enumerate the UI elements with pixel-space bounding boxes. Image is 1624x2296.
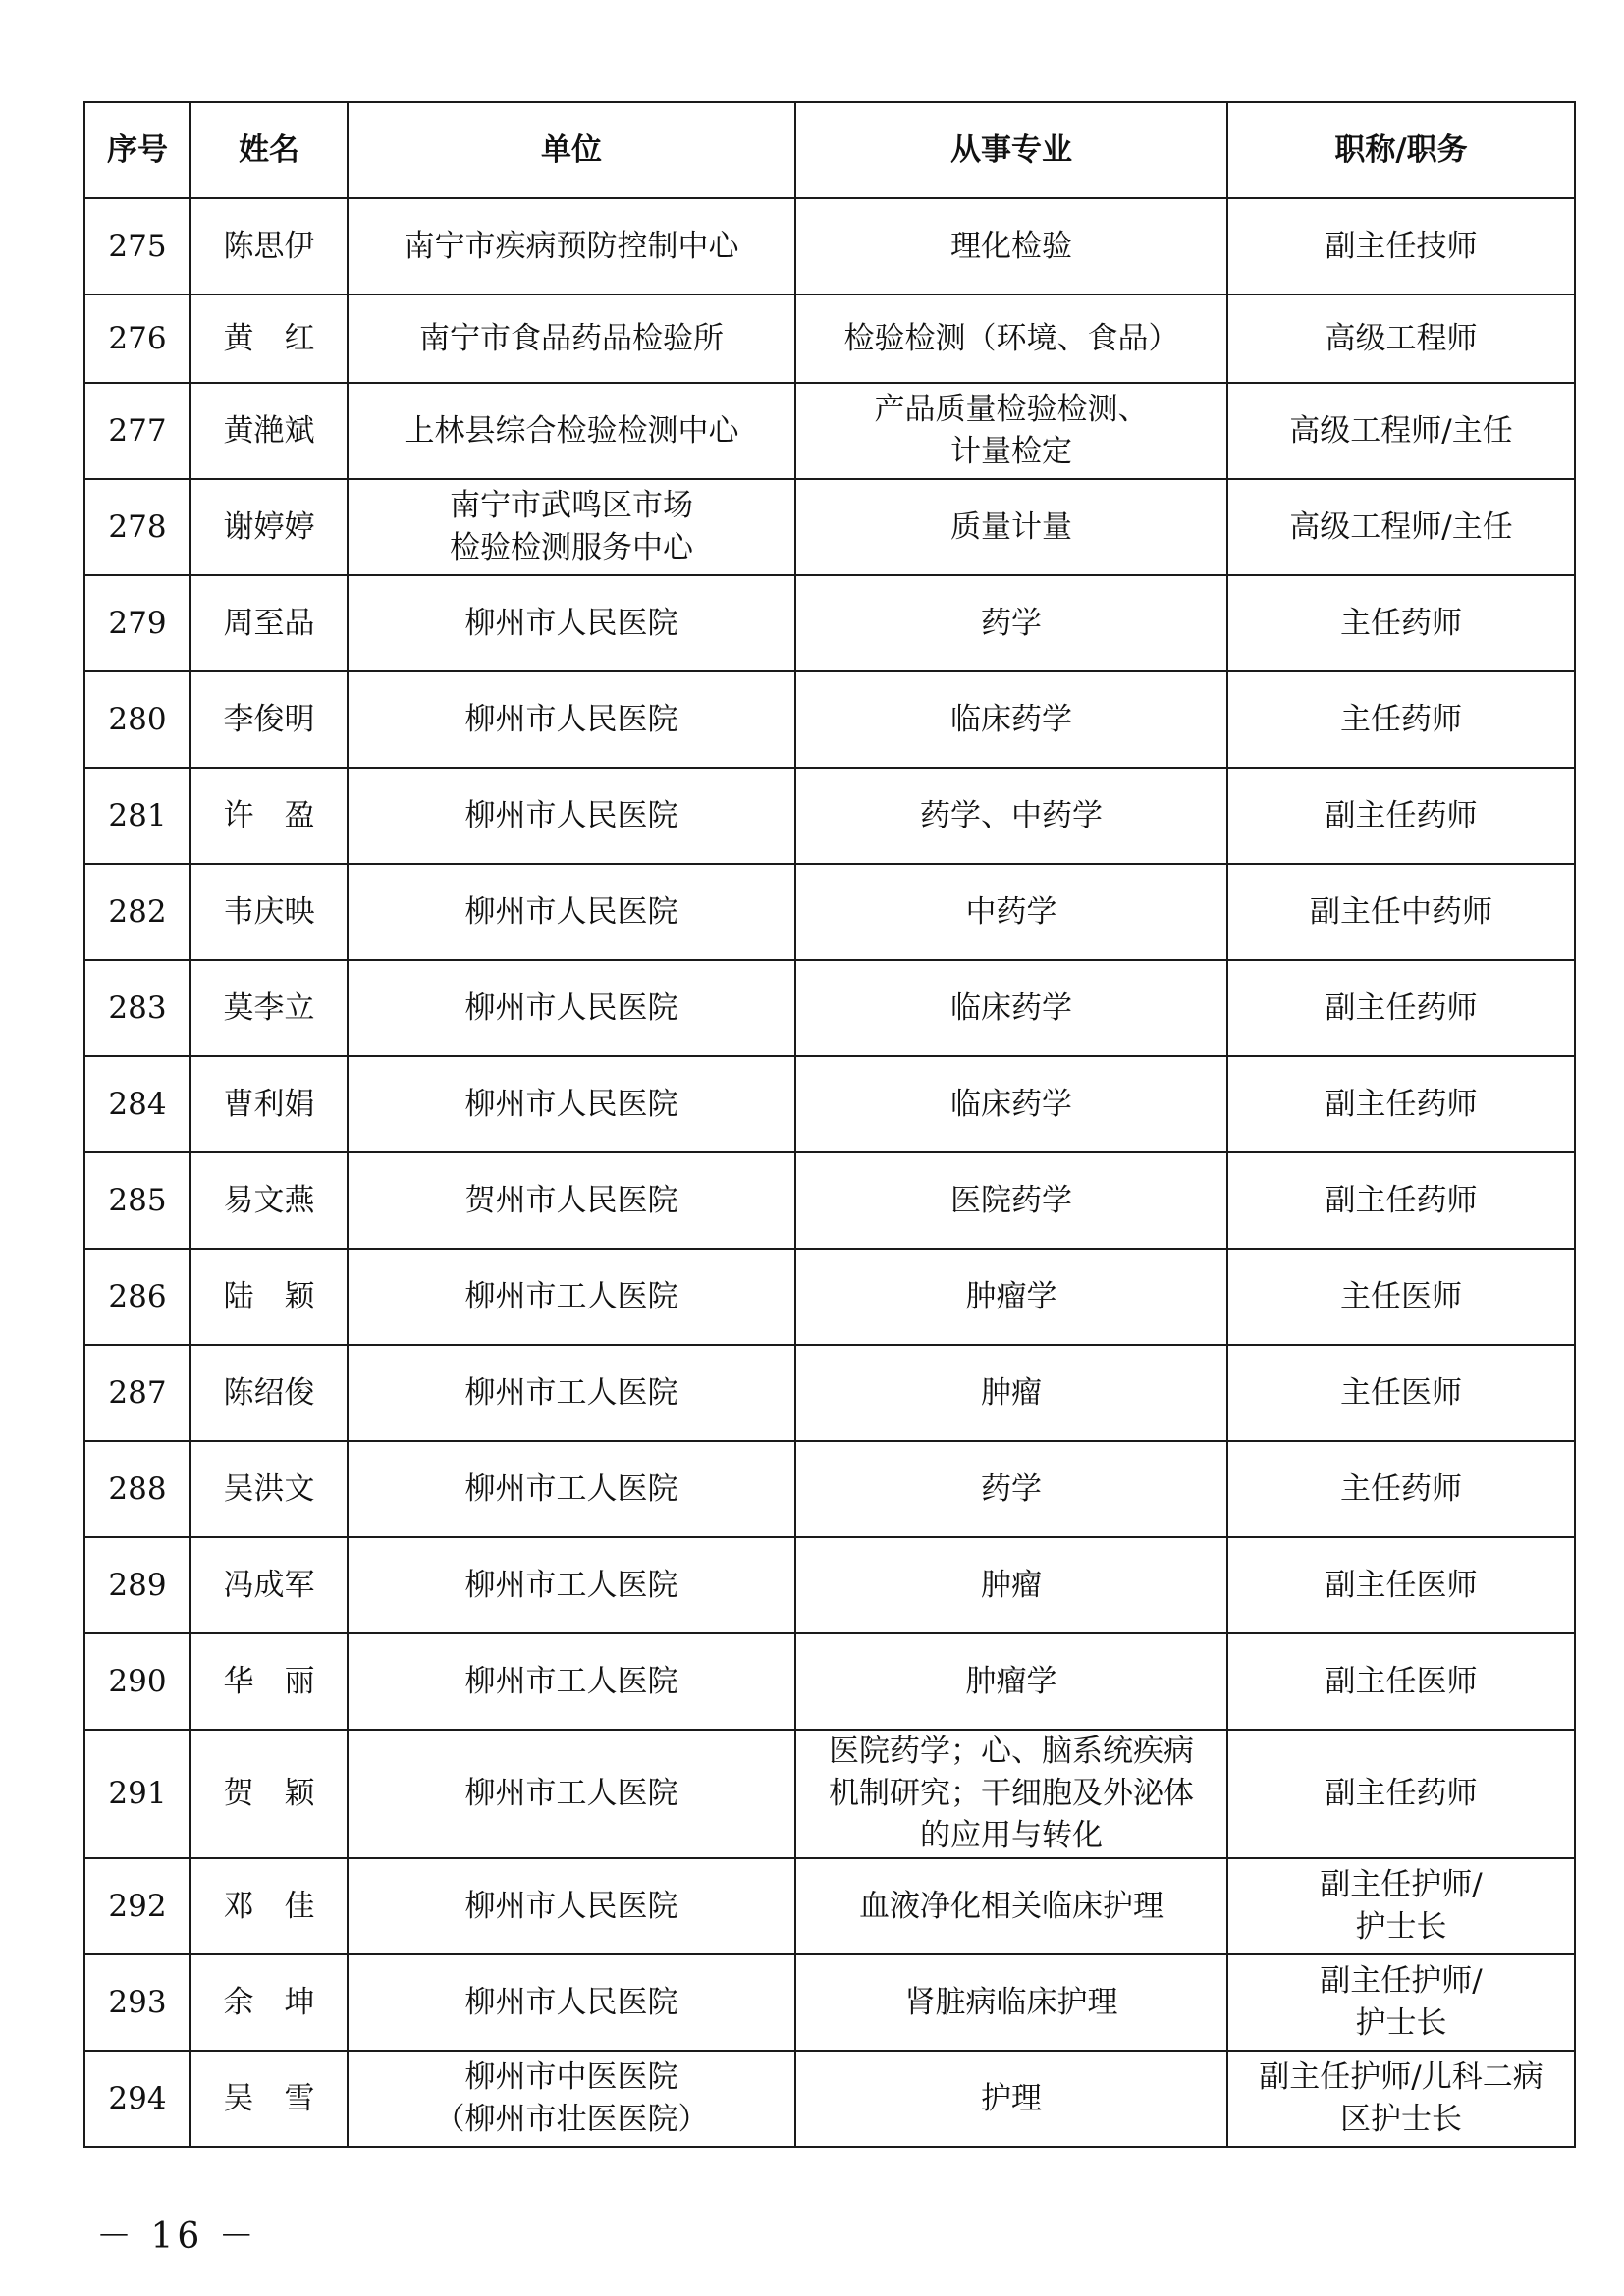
- cell-name: 余 坤: [190, 1954, 348, 2051]
- cell-serial-number: 278: [84, 479, 190, 575]
- table-row: [84, 383, 1575, 479]
- cell-major: 肿瘤学: [795, 1249, 1227, 1345]
- cell-name: 谢婷婷: [190, 479, 348, 575]
- page-number: － 16 －: [96, 2216, 258, 2257]
- cell-name: 黄滟斌: [190, 383, 348, 479]
- cell-unit: 柳州市中医医院 （柳州市壮医医院）: [348, 2051, 795, 2147]
- table-row: [84, 1152, 1575, 1249]
- cell-name: 曹利娟: [190, 1056, 348, 1152]
- cell-major: 临床药学: [795, 671, 1227, 768]
- cell-unit: 上林县综合检验检测中心: [348, 383, 795, 479]
- cell-title: 主任药师: [1227, 1441, 1575, 1537]
- cell-name: 周至品: [190, 575, 348, 671]
- cell-title: 副主任药师: [1227, 768, 1575, 864]
- table-row: [84, 960, 1575, 1056]
- cell-name: 华 丽: [190, 1633, 348, 1730]
- cell-title: 高级工程师: [1227, 294, 1575, 383]
- cell-name: 许 盈: [190, 768, 348, 864]
- cell-serial-number: 276: [84, 294, 190, 383]
- cell-serial-number: 287: [84, 1345, 190, 1441]
- cell-serial-number: 279: [84, 575, 190, 671]
- cell-serial-number: 288: [84, 1441, 190, 1537]
- cell-major: 理化检验: [795, 198, 1227, 294]
- cell-major: 肾脏病临床护理: [795, 1954, 1227, 2051]
- table-row: [84, 1249, 1575, 1345]
- cell-unit: 柳州市工人医院: [348, 1537, 795, 1633]
- cell-serial-number: 284: [84, 1056, 190, 1152]
- cell-title: 副主任中药师: [1227, 864, 1575, 960]
- cell-serial-number: 277: [84, 383, 190, 479]
- cell-name: 吴 雪: [190, 2051, 348, 2147]
- cell-unit: 柳州市人民医院: [348, 768, 795, 864]
- cell-serial-number: 285: [84, 1152, 190, 1249]
- cell-title: 副主任药师: [1227, 1056, 1575, 1152]
- cell-name: 易文燕: [190, 1152, 348, 1249]
- table-row: [84, 1441, 1575, 1537]
- cell-name: 吴洪文: [190, 1441, 348, 1537]
- cell-major: 医院药学；心、脑系统疾病 机制研究；干细胞及外泌体 的应用与转化: [795, 1730, 1227, 1858]
- cell-unit: 柳州市工人医院: [348, 1441, 795, 1537]
- cell-name: 黄 红: [190, 294, 348, 383]
- cell-title: 副主任技师: [1227, 198, 1575, 294]
- cell-unit: 柳州市人民医院: [348, 960, 795, 1056]
- cell-unit: 柳州市人民医院: [348, 864, 795, 960]
- table-body: [84, 198, 1575, 2147]
- table-row: [84, 768, 1575, 864]
- cell-title: 主任医师: [1227, 1249, 1575, 1345]
- cell-major: 产品质量检验检测、 计量检定: [795, 383, 1227, 479]
- cell-major: 临床药学: [795, 960, 1227, 1056]
- table-row: [84, 479, 1575, 575]
- table-header-row: [84, 102, 1575, 198]
- table-row: [84, 1537, 1575, 1633]
- cell-serial-number: 289: [84, 1537, 190, 1633]
- cell-major: 质量计量: [795, 479, 1227, 575]
- cell-name: 韦庆映: [190, 864, 348, 960]
- cell-major: 临床药学: [795, 1056, 1227, 1152]
- cell-unit: 柳州市工人医院: [348, 1730, 795, 1858]
- header-name: 姓名: [190, 102, 348, 198]
- cell-title: 主任医师: [1227, 1345, 1575, 1441]
- cell-title: 高级工程师/主任: [1227, 479, 1575, 575]
- cell-unit: 南宁市疾病预防控制中心: [348, 198, 795, 294]
- cell-name: 陈思伊: [190, 198, 348, 294]
- header-major: 从事专业: [795, 102, 1227, 198]
- cell-title: 副主任药师: [1227, 960, 1575, 1056]
- cell-unit: 南宁市食品药品检验所: [348, 294, 795, 383]
- cell-major: 肿瘤学: [795, 1633, 1227, 1730]
- cell-major: 药学: [795, 1441, 1227, 1537]
- cell-major: 药学、中药学: [795, 768, 1227, 864]
- cell-serial-number: 282: [84, 864, 190, 960]
- cell-major: 检验检测（环境、食品）: [795, 294, 1227, 383]
- cell-serial-number: 292: [84, 1858, 190, 1954]
- table-row: [84, 294, 1575, 383]
- cell-unit: 柳州市人民医院: [348, 575, 795, 671]
- cell-serial-number: 275: [84, 198, 190, 294]
- cell-title: 副主任医师: [1227, 1537, 1575, 1633]
- table-row: [84, 1730, 1575, 1858]
- cell-serial-number: 291: [84, 1730, 190, 1858]
- table-row: [84, 671, 1575, 768]
- cell-title: 副主任护师/ 护士长: [1227, 1954, 1575, 2051]
- cell-title: 主任药师: [1227, 575, 1575, 671]
- cell-title: 主任药师: [1227, 671, 1575, 768]
- cell-name: 莫李立: [190, 960, 348, 1056]
- cell-major: 中药学: [795, 864, 1227, 960]
- cell-unit: 柳州市人民医院: [348, 1858, 795, 1954]
- cell-name: 贺 颖: [190, 1730, 348, 1858]
- cell-unit: 南宁市武鸣区市场 检验检测服务中心: [348, 479, 795, 575]
- cell-title: 副主任药师: [1227, 1730, 1575, 1858]
- cell-name: 陆 颖: [190, 1249, 348, 1345]
- table-row: [84, 864, 1575, 960]
- cell-major: 护理: [795, 2051, 1227, 2147]
- cell-unit: 柳州市工人医院: [348, 1633, 795, 1730]
- header-unit: 单位: [348, 102, 795, 198]
- cell-unit: 柳州市人民医院: [348, 1954, 795, 2051]
- table-row: [84, 1633, 1575, 1730]
- cell-name: 冯成军: [190, 1537, 348, 1633]
- cell-serial-number: 281: [84, 768, 190, 864]
- cell-serial-number: 283: [84, 960, 190, 1056]
- cell-unit: 柳州市工人医院: [348, 1249, 795, 1345]
- table-row: [84, 1056, 1575, 1152]
- table-row: [84, 1858, 1575, 1954]
- table-row: [84, 575, 1575, 671]
- table-row: [84, 1345, 1575, 1441]
- table-row: [84, 1954, 1575, 2051]
- cell-serial-number: 290: [84, 1633, 190, 1730]
- cell-unit: 柳州市工人医院: [348, 1345, 795, 1441]
- cell-unit: 柳州市人民医院: [348, 671, 795, 768]
- table-row: [84, 198, 1575, 294]
- cell-serial-number: 294: [84, 2051, 190, 2147]
- cell-serial-number: 286: [84, 1249, 190, 1345]
- cell-title: 高级工程师/主任: [1227, 383, 1575, 479]
- cell-title: 副主任药师: [1227, 1152, 1575, 1249]
- cell-serial-number: 280: [84, 671, 190, 768]
- cell-title: 副主任医师: [1227, 1633, 1575, 1730]
- table-row: [84, 2051, 1575, 2147]
- personnel-table: [83, 101, 1576, 2148]
- cell-unit: 贺州市人民医院: [348, 1152, 795, 1249]
- cell-major: 肿瘤: [795, 1537, 1227, 1633]
- cell-title: 副主任护师/儿科二病 区护士长: [1227, 2051, 1575, 2147]
- header-title: 职称/职务: [1227, 102, 1575, 198]
- cell-major: 血液净化相关临床护理: [795, 1858, 1227, 1954]
- cell-title: 副主任护师/ 护士长: [1227, 1858, 1575, 1954]
- cell-name: 邓 佳: [190, 1858, 348, 1954]
- cell-major: 肿瘤: [795, 1345, 1227, 1441]
- cell-major: 医院药学: [795, 1152, 1227, 1249]
- header-serial-number: 序号: [84, 102, 190, 198]
- cell-name: 李俊明: [190, 671, 348, 768]
- cell-major: 药学: [795, 575, 1227, 671]
- cell-serial-number: 293: [84, 1954, 190, 2051]
- cell-name: 陈绍俊: [190, 1345, 348, 1441]
- cell-unit: 柳州市人民医院: [348, 1056, 795, 1152]
